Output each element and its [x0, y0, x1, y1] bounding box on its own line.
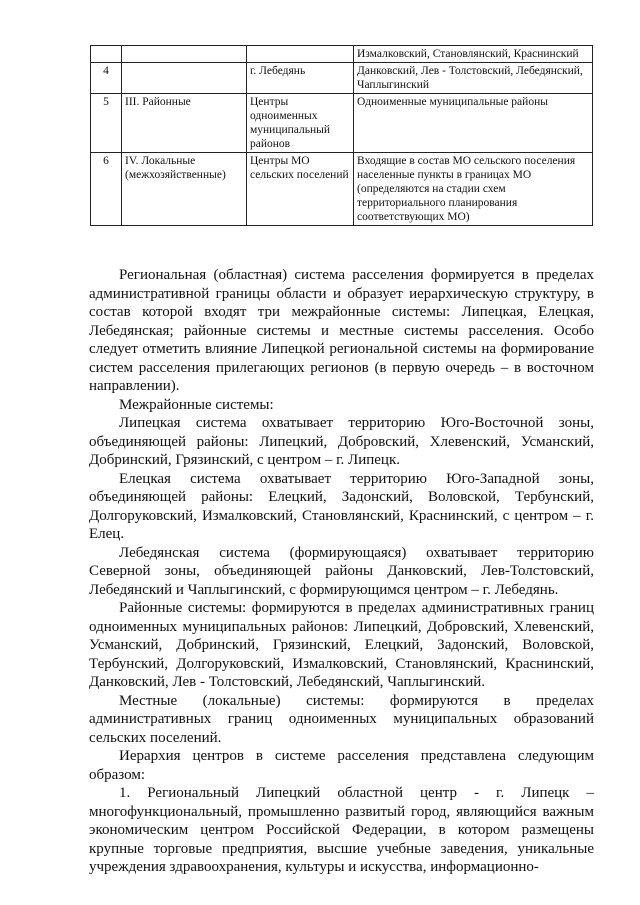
paragraph-local-systems: Местные (локальные) системы: формируются в пределах административных границ одноименных муниципальных образований сельских поселений.	[89, 692, 594, 746]
districts-cell: Одноименные муниципальные районы	[354, 94, 593, 153]
paragraph-regional-center: 1. Региональный Липецкий областной центр - г. Липецк – многофункциональный, промышленно развитый город, являющийся важным экономическим центром Российской Федерации, в котором размещены крупные торговые предприятия, высшие учебные заведения, уникальные учреждения здравоохранения, культуры и искусства, информационно-	[89, 785, 594, 875]
table-row	[91, 94, 593, 153]
districts-cell: Входящие в состав МО сельского поселения населенные пункты в границах МО (определяются на стадии схем территориального планирования соответствующих МО)	[354, 153, 593, 226]
paragraph-interdistrict-heading: Межрайонные системы:	[119, 396, 274, 413]
paragraph-district-systems: Районные системы: формируются в пределах административных границ одноименных муниципальных районов: Липецкий, Добровский, Хлевенский, Усманский, Добринский, Грязинский, Елецкий, Задонский, Воловской, Тербунский, Долгоруковский, Измалковский, Становлянский, Краснинский, Данковский, Лев - Толстовский, Лебедянский, Чаплыгинский.	[89, 600, 594, 690]
paragraph-lebedyan-system: Лебедянская система (формирующаяся) охватывает территорию Северной зоны, объединяющей районы Данковский, Лев-Толстовский, Лебедянский и Чаплыгинский, с формирующимся центром – г. Лебедянь.	[89, 544, 594, 598]
paragraph-hierarchy-intro: Иерархия центров в системе расселения представлена следующим образом:	[89, 748, 594, 783]
table-row	[91, 46, 593, 63]
center-cell: Центры МО сельских поселений	[247, 153, 354, 226]
center-cell	[247, 46, 354, 63]
row-number-cell: 4	[91, 63, 122, 94]
table-row	[91, 153, 593, 226]
body-text	[89, 266, 594, 877]
row-number-cell	[91, 46, 122, 63]
system-type-cell	[122, 63, 247, 94]
districts-cell: Измалковский, Становлянский, Краснинский	[354, 46, 593, 63]
row-number-cell: 6	[91, 153, 122, 226]
center-cell: г. Лебедянь	[247, 63, 354, 94]
system-type-cell	[122, 46, 247, 63]
table-row	[91, 63, 593, 94]
paragraph-lipetsk-system: Липецкая система охватывает территорию Юго-Восточной зоны, объединяющей районы: Липецкий, Добровский, Хлевенский, Усманский, Добринский, Грязинский, с центром – г. Липецк.	[89, 415, 594, 468]
system-type-cell: III. Районные	[122, 94, 247, 153]
paragraph-yelets-system: Елецкая система охватывает территорию Юго-Западной зоны, объединяющей районы: Елецкий, Задонский, Воловской, Тербунский, Долгоруковский, Измалковский, Становлянский, Краснинский, с центром – г. Елец.	[89, 470, 594, 542]
center-cell: Центры одноименных муниципальный районов	[247, 94, 354, 153]
system-type-cell: IV. Локальные (межхозяйственные)	[122, 153, 247, 226]
paragraph-regional-system: Региональная (областная) система расселения формируется в пределах административной границы области и образует иерархическую структуру, в состав которой входят три межрайонные системы: Липецкая, Елецкая, Лебедянская; районные системы и местные системы расселения. Особо следует отметить влияние Липецкой региональной системы на формирование систем расселения прилегающих регионов (в первую очередь – в восточном направлении).	[89, 267, 594, 394]
settlement-hierarchy-table	[90, 45, 593, 226]
row-number-cell: 5	[91, 94, 122, 153]
districts-cell: Данковский, Лев - Толстовский, Лебедянский, Чаплыгинский	[354, 63, 593, 94]
